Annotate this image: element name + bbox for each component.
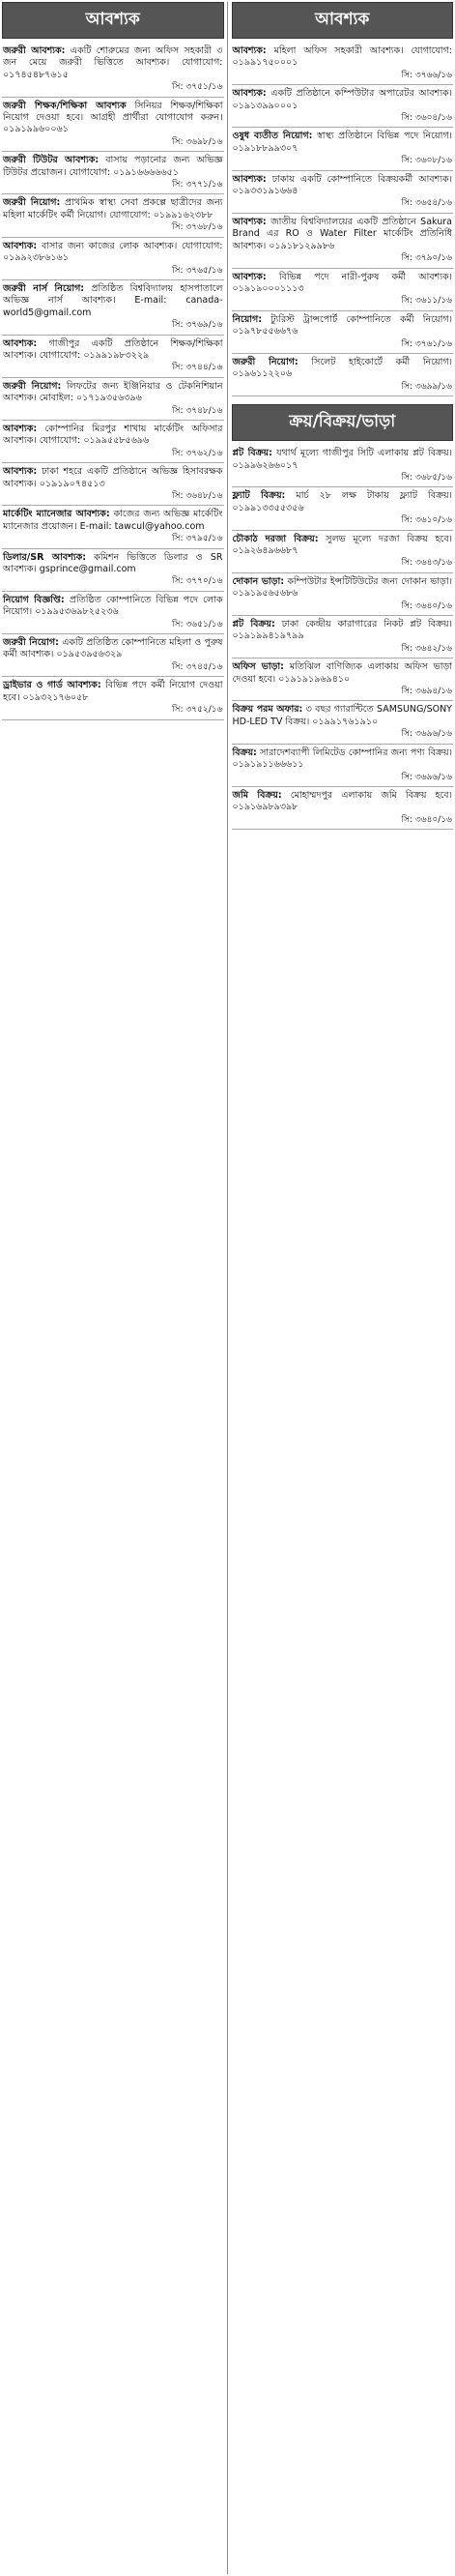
- ad-lead: আবশ্যক:: [232, 216, 267, 227]
- ad-ref: সি: ৩৭৬৮/১৬: [171, 222, 223, 233]
- ad-ref: সি: ৩৬৫৪/১৬: [401, 198, 452, 209]
- classified-ad: [232, 659, 454, 701]
- ad-text: সুলভ মূল্যে দরজা বিক্রয় হবে। ০১৯২৬৪৯৬৬৮৭: [232, 533, 452, 556]
- ad-text: ঢাকায় একটি কোম্পানিতে বিক্রয়কর্মী আবশ্যক। ০১৯৩৩১৯১৬৬৪: [232, 173, 452, 197]
- sale-rent-header: ক্রয়/বিক্রয়/ভাড়া: [232, 404, 454, 441]
- ad-lead: ফ্ল্যাট বিক্রয়:: [232, 490, 286, 502]
- classified-ad: [2, 421, 224, 463]
- ad-ref: সি: ৩৬১১/১৬: [401, 296, 452, 307]
- left-ads-list: [2, 43, 224, 720]
- ad-text: যথার্থ মূল্যে গাজীপুর সিটি এলাকায় প্লট বিক্রয়। ০১৯৯৬২৬৬০১৭: [232, 448, 452, 471]
- ad-lead: জরুরী নিয়োগ:: [232, 356, 299, 367]
- classified-ad: [2, 506, 224, 548]
- ad-ref: সি: ৩৭৯৫/১৬: [171, 534, 223, 544]
- classified-ad: [232, 573, 454, 616]
- classified-ad: [232, 269, 454, 311]
- classified-ad: [232, 701, 454, 744]
- ad-ref: সি: ৩৬১০/১৬: [401, 515, 452, 526]
- ad-ref: সি: ৩৬৪০/১৬: [401, 814, 452, 825]
- classified-ad: [2, 152, 224, 194]
- ad-ref: সি: ৩৬৮৫/১৬: [401, 472, 452, 483]
- ad-text: ঢাকা শহরে একটি প্রতিষ্ঠানে অভিজ্ঞ হিসাবরক্ষক আবশ্যক। ০১৯১৯০৭৪৫১৩: [3, 466, 223, 489]
- ad-text: সারাদেশব্যাপী লিমিটেড কোম্পানির জন্য পণ্য বিক্রয়। ০১৯১৯১১৬৬৬১১: [232, 746, 452, 771]
- ad-text: মার্চ ২৮ লক্ষ টাকায় ফ্ল্যাট বিক্রয়। ০১৯৯১৩৩৫৫৩৫৬: [232, 490, 453, 513]
- ad-ref: সি: ৩৬৯৬/১৬: [401, 772, 452, 782]
- ad-ref: সি: ৩৬৪২/১৬: [401, 643, 452, 654]
- ad-ref: সি: ৩৭৬৫/১৬: [171, 265, 223, 276]
- ad-text: বাসায় পড়ানোর জন্য অভিজ্ঞ টিউটর প্রয়োজন। যোগাযোগ: ০১৯১৬৬৬৬৬৫১: [3, 155, 223, 178]
- classified-ad: [232, 445, 454, 487]
- ad-lead: নিয়োগ বিজ্ঞপ্তি:: [3, 594, 65, 605]
- ad-ref: সি: ৩৬৯৯/১৬: [401, 381, 452, 392]
- ad-lead: চৌকাঠ দরজা বিক্রয়:: [232, 533, 319, 544]
- ad-text: একটি শোরুমের জন্য অফিস সহকারী ৩ জন মেয়ে জরুরী ভিত্তিতে আবশ্যক। যোগাযোগ: ০১৭৪৫৪৮৭৬১৫: [3, 45, 223, 80]
- ad-lead: আবশ্যক:: [3, 337, 38, 349]
- ad-ref: সি: ৩৬৯৬/১৬: [401, 729, 452, 740]
- ad-ref: সি: ৩৬৫১/১৬: [171, 619, 223, 629]
- ad-text: গাজীপুর একটি প্রতিষ্ঠানে শিক্ষক/শিক্ষিকা আবশ্যক। যোগাযোগ: ০১৯৯১৯৮৩২২৯: [3, 337, 223, 361]
- classified-ad: [232, 311, 454, 354]
- classified-ad: [232, 128, 454, 170]
- ad-text: ট্যুরিস্ট ট্রান্সপোর্ট কোম্পানিতে কর্মী নিয়োগ। ০১৯৭৮৫৫৬৬৭৬: [232, 313, 452, 337]
- ad-text: একটি প্রতিষ্ঠানে কম্পিউটার অপারেটর আবশ্যক। ০১৯১৩৯৯০০০১: [232, 88, 452, 111]
- classified-ad: [232, 214, 454, 269]
- ad-ref: সি: ৩৭৫১/১৬: [171, 82, 223, 93]
- ad-ref: সি: ৩৭৪৪/১৬: [171, 363, 223, 373]
- ad-text: প্রতিষ্ঠিত বিশ্ববিদ্যালয় হাসপাতালে অভিজ্ঞ নার্স আবশ্যক। E-mail: canada-world5@gmail.com: [3, 282, 223, 318]
- classified-ad: [232, 487, 454, 530]
- ad-text: প্রাথমিক স্বাস্থ্য সেবা প্রকল্পে ছাত্রীদের জন্য মহিলা মার্কেটিং কর্মী নিয়োগ। যোগাযোগ: ০১৯৯১৬২৩৮৮: [3, 197, 223, 220]
- classified-ad: [2, 336, 224, 378]
- ad-lead: জরুরী নিয়োগ:: [3, 380, 62, 392]
- ad-ref: সি: ৩৬৪০/১৬: [401, 600, 452, 611]
- ad-lead: ড্রাইভার ও গার্ড আবশ্যক:: [3, 680, 101, 691]
- ad-text: বিভিন্ন পদে নারী-পুরুষ কর্মী আবশ্যক। ০১৯১৯০০০১১১৩: [232, 271, 452, 294]
- ad-text: বাসার জন্য কাজের লোক আবশ্যক। যোগাযোগ: ০১৯৯২৩৮৬১৬১: [3, 240, 223, 264]
- ad-text: মহিলা অফিস সহকারী আবশ্যক। যোগাযোগ: ০১৯৯১৭৫০০০১: [232, 45, 452, 69]
- ad-text: ৩ বছর গ্যারান্টিতে SAMSUNG/SONY HD-LED TV বিক্রয়। ০১৯৯১৭৬১৯১০: [232, 704, 452, 727]
- ad-text: মোহাম্মদপুর এলাকায় জমি বিক্রয় হবে। ০১৯১৬৯৮৯৩৯৮: [232, 789, 452, 813]
- ad-text: কাজের জন্য অভিজ্ঞ মার্কেটিং ম্যানেজার প্রয়োজন। E-mail: tawcul@yahoo.com: [3, 509, 223, 532]
- ad-ref: সি: ৩৬০৪/১৬: [401, 113, 452, 124]
- ad-ref: সি: ৩৬৯৮/১৬: [171, 136, 223, 147]
- ad-text: সিনিয়র শিক্ষক/শিক্ষিকা নিয়োগ দেওয়া হবে। আগ্রহী প্রার্থীরা যোগাযোগ করুন। ০১৯১৯৯৬০০৬১: [3, 100, 223, 135]
- ad-lead: আবশ্যক:: [232, 173, 267, 185]
- classified-ad: [232, 43, 454, 85]
- left-column-header: আবশ্যক: [2, 2, 224, 39]
- ad-text: সিলেট হাইকোর্টে কর্মী নিয়োগ। ০১৯৬১১২২০৬: [232, 356, 453, 380]
- classified-ad: [232, 354, 454, 396]
- ad-text: বিভিন্ন পদে কর্মী নিয়োগ দেওয়া হবে। ০১৯৩২১৭৬০৫৮: [3, 680, 223, 703]
- ad-lead: বিক্রয় পরম অফার:: [232, 704, 303, 716]
- ad-lead: প্লট বিক্রয়:: [232, 619, 275, 630]
- ad-ref: সি: ৩৭৭১/১৬: [171, 180, 223, 190]
- ad-ref: সি: ৩৭৬৬/১৬: [401, 70, 452, 80]
- ad-text: কম্পিউটার ইন্সটিটিউটের জন্য দোকান ভাড়া। ০১৯১৯৫৬৫৬৮৬: [232, 575, 452, 600]
- ad-lead: ওষুধ ব্যতীত নিয়োগ:: [232, 131, 313, 142]
- ad-lead: আবশ্যক:: [232, 271, 267, 282]
- ad-ref: সি: ৩৭৬১/১৬: [401, 338, 452, 349]
- ad-ref: সি: ৩৭৬২/১৬: [171, 448, 223, 458]
- ad-lead: আবশ্যক:: [232, 88, 267, 100]
- ad-lead: আবশ্যক:: [3, 466, 38, 478]
- ad-lead: জরুরী আবশ্যক:: [3, 45, 66, 56]
- ad-ref: সি: ৩৭৭০/১৬: [171, 576, 223, 587]
- classified-ad: [2, 634, 224, 677]
- ad-text: কোম্পানির মিরপুর শাখায় মার্কেটিং অফিসার আবশ্যক। যোগাযোগ: ০১৯৯৫৫৮৫৬৯৬: [3, 423, 223, 447]
- classified-ad: [232, 616, 454, 659]
- ad-lead: ডিলার/SR আবশ্যক:: [3, 551, 87, 563]
- ad-ref: সি: ৩৬৯৪/১৬: [401, 687, 452, 697]
- ad-ref: সি: ৩৭৫২/১৬: [171, 705, 223, 716]
- ad-lead: জরুরী নার্স নিয়োগ:: [3, 282, 85, 294]
- right-column-header: আবশ্যক: [232, 2, 454, 39]
- ad-ref: সি: ৩৬০৮/১৬: [401, 156, 452, 166]
- ad-text: লিফটের জন্য ইঞ্জিনিয়ার ও টেকনিশিয়ান আবশ্যক। মোবাইল: ০১৭১৯৩৫৬৩৯৬: [3, 380, 223, 404]
- ad-text: স্বাস্থ্য প্রতিষ্ঠানে বিভিন্ন পদে নিয়োগ। ০১৯১৮৮৯৯৩০৭: [232, 131, 452, 154]
- ad-lead: জরুরী নিয়োগ:: [3, 637, 59, 649]
- ad-lead: বিক্রয়:: [232, 746, 257, 758]
- right-ads-list: [232, 43, 454, 396]
- ad-ref: সি: ৩৭৪৫/১৬: [171, 661, 223, 672]
- classified-ad: [2, 463, 224, 506]
- classified-ad: [2, 238, 224, 280]
- ad-ref: সি: ৩৭৪৮/১৬: [171, 405, 223, 416]
- ad-text: কমিশন ভিত্তিতে ডিলার ও SR আবশ্যক। gsprince@gmail.com: [3, 551, 223, 575]
- ad-lead: আবশ্যক:: [3, 423, 38, 434]
- ad-ref: সি: ৩৭৬৯/১৬: [171, 320, 223, 331]
- ad-lead: অফিস ভাড়া:: [232, 661, 284, 673]
- ad-text: ঢাকা কেন্দ্রীয় কারাগারের নিকট প্লট বিক্রয়। ০১৯১৯৯৪১৯৭৯৯: [232, 619, 452, 642]
- ad-lead: নিয়োগ:: [232, 313, 263, 325]
- ad-text: একটি প্রতিষ্ঠিত কোম্পানিতে মহিলা ও পুরুষ কর্মী আবশ্যক। ০১৯৫৩৯৫৬৩২৯: [3, 637, 223, 660]
- classified-ad: [232, 745, 454, 787]
- classified-ad: [2, 194, 224, 237]
- ad-text: প্রতিষ্ঠিত কোম্পানিতে বিভিন্ন পদে লোক নিয়োগ। ০১৯৯৫৩৬৯৮২৫২৩৬: [3, 594, 223, 618]
- classified-ad: [2, 592, 224, 634]
- ad-text: মতিঝিল বাণিজ্যিক এলাকায় অফিস ভাড়া দেওয়া হবে। ০১৯১৯১৯৬৯৪১০: [232, 661, 452, 685]
- classified-ad: [2, 98, 224, 153]
- ad-lead: আবশ্যক:: [3, 240, 38, 251]
- ad-lead: জরুরী শিক্ষক/শিক্ষিকা আবশ্যক: [3, 100, 127, 111]
- left-column: [2, 2, 228, 2574]
- ad-lead: মার্কেটিং ম্যানেজার আবশ্যক:: [3, 509, 110, 520]
- classified-ad: [2, 43, 224, 98]
- right-column: [232, 2, 454, 2574]
- classified-ad: [232, 85, 454, 128]
- classified-ad: [232, 531, 454, 573]
- classified-ad: [232, 171, 454, 214]
- classified-ad: [2, 677, 224, 719]
- classified-ad: [232, 787, 454, 830]
- ad-lead: জরুরী নিয়োগ:: [3, 197, 61, 209]
- ad-lead: জরুরী টিউটর আবশ্যক:: [3, 155, 100, 166]
- ad-lead: প্লট বিক্রয়:: [232, 448, 272, 459]
- ad-lead: দোকান ভাড়া:: [232, 575, 285, 587]
- ad-ref: সি: ৩৭৯০/১৬: [401, 253, 452, 264]
- ad-text: জাতীয় বিশ্ববিদ্যালয়ের একটি প্রতিষ্ঠানে Sakura Brand এর RO ও Water Filter মার্কেটিং প্রতিনিধি আবশ্যক। ০১৯১৮১২৯৯৮৬: [232, 216, 452, 251]
- ad-ref: সি: ৩৬৪৩/১৬: [401, 558, 452, 569]
- ad-lead: আবশ্যক:: [232, 45, 267, 56]
- ad-ref: সি: ৩৬৪৮/১৬: [171, 491, 223, 501]
- sale-rent-ads-list: [232, 445, 454, 830]
- ad-lead: জমি বিক্রয়:: [232, 789, 282, 801]
- classified-ad: [2, 280, 224, 336]
- classified-ad: [2, 549, 224, 592]
- classified-ad: [2, 378, 224, 421]
